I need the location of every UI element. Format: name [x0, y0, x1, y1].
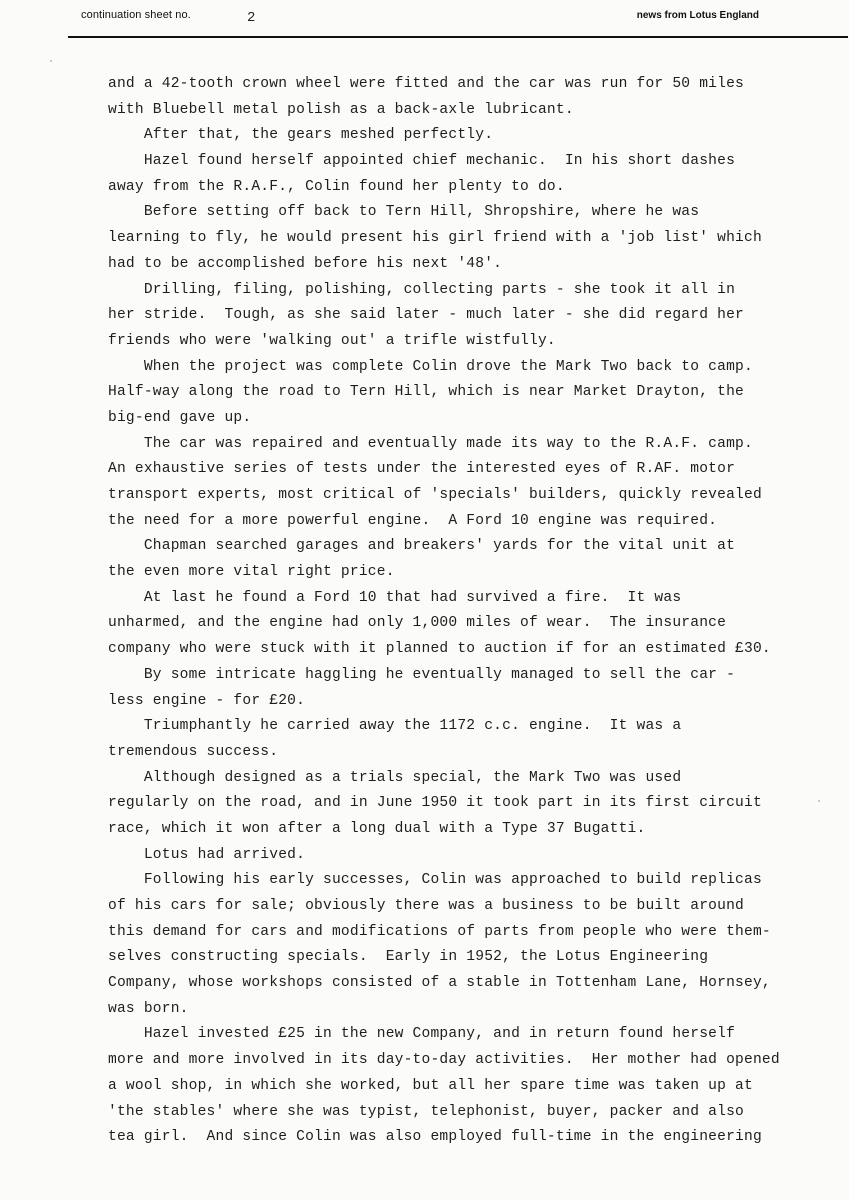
text-line: Hazel invested £25 in the new Company, and in return found herself [108, 1026, 736, 1043]
text-line: Half-way along the road to Tern Hill, which is near Market Drayton, the [108, 384, 744, 401]
text-line: Company, whose workshops consisted of a stable in Tottenham Lane, Hornsey, [108, 975, 771, 992]
paper-speck [50, 60, 52, 62]
text-line: her stride. Tough, as she said later - much later - she did regard her [108, 307, 744, 324]
text-line: By some intricate haggling he eventually managed to sell the car - [108, 666, 736, 683]
text-line: the even more vital right price. [108, 564, 395, 581]
text-line: less engine - for £20. [108, 692, 306, 709]
body-text [108, 72, 808, 1151]
text-line: of his cars for sale; obviously there was a business to be built around [108, 898, 744, 914]
text-line: An exhaustive series of tests under the interested eyes of R.AF. motor [108, 461, 736, 478]
text-line: The car was repaired and eventually made its way to the R.A.F. camp. [108, 435, 753, 452]
text-line: 'the stables' where she was typist, telephonist, buyer, packer and also [108, 1103, 744, 1120]
header-rule [68, 36, 848, 38]
text-line: tremendous success. [108, 743, 279, 760]
text-line: regularly on the road, and in June 1950 it took part in its first circuit [108, 795, 762, 812]
text-line: a wool shop, in which she worked, but all her spare time was taken up at [108, 1077, 753, 1094]
text-line: Following his early successes, Colin was approached to build replicas [108, 872, 762, 889]
letterhead [0, 0, 849, 44]
continuation-sheet-label: continuation sheet no. [81, 9, 191, 21]
page-number: 2 [247, 10, 256, 26]
text-line: this demand for cars and modifications of parts from people who were them- [108, 923, 771, 940]
text-line: away from the R.A.F., Colin found her plenty to do. [108, 178, 565, 195]
text-line: After that, the gears meshed perfectly. [108, 127, 494, 144]
publisher-name: news from Lotus England [636, 10, 759, 21]
text-line: Triumphantly he carried away the 1172 c.c. engine. It was a [108, 718, 682, 735]
text-line: and a 42-tooth crown wheel were fitted and the car was run for 50 miles [108, 76, 744, 92]
text-line: selves constructing specials. Early in 1952, the Lotus Engineering [108, 949, 709, 966]
text-line: was born. [108, 1000, 189, 1017]
text-line: had to be accomplished before his next '48'. [108, 255, 503, 272]
text-line: company who were stuck with it planned to auction if for an estimated £30. [108, 641, 771, 658]
text-line: Drilling, filing, polishing, collecting parts - she took it all in [108, 281, 736, 298]
text-line: the need for a more powerful engine. A Ford 10 engine was required. [108, 512, 718, 529]
text-line: When the project was complete Colin drove the Mark Two back to camp. [108, 358, 753, 375]
text-line: transport experts, most critical of 'specials' builders, quickly revealed [108, 487, 762, 503]
paper-speck [818, 800, 820, 802]
text-line: At last he found a Ford 10 that had survived a fire. It was [108, 589, 682, 606]
text-line: more and more involved in its day-to-day activities. Her mother had opened [108, 1052, 780, 1069]
text-line: big-end gave up. [108, 409, 252, 426]
text-line: Lotus had arrived. [108, 846, 306, 863]
text-line: Although designed as a trials special, the Mark Two was used [108, 769, 682, 786]
text-line: Hazel found herself appointed chief mechanic. In his short dashes [108, 153, 736, 170]
text-line: unharmed, and the engine had only 1,000 miles of wear. The insurance [108, 615, 727, 632]
text-line: race, which it won after a long dual with a Type 37 Bugatti. [108, 820, 646, 837]
text-line: Chapman searched garages and breakers' yards for the vital unit at [108, 538, 736, 555]
text-line: friends who were 'walking out' a trifle wistfully. [108, 332, 556, 349]
text-line: learning to fly, he would present his girl friend with a 'job list' which [108, 230, 762, 247]
text-line: Before setting off back to Tern Hill, Shropshire, where he was [108, 204, 700, 221]
text-line: tea girl. And since Colin was also employed full-time in the engineering [108, 1129, 762, 1146]
text-line: with Bluebell metal polish as a back-axle lubricant. [108, 101, 574, 118]
